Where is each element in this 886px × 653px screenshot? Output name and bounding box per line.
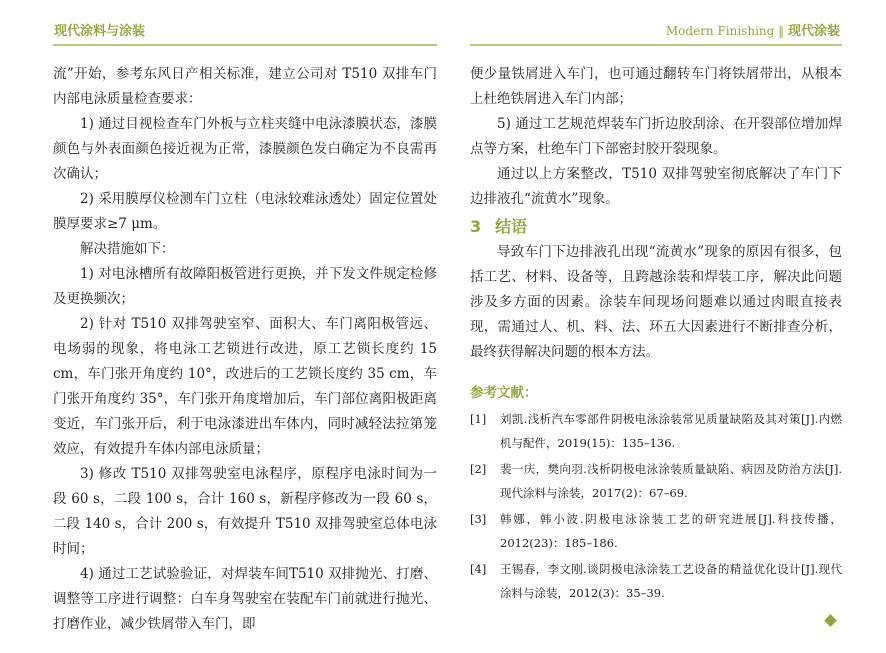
journal-title-right (666, 20, 840, 39)
reference-number: [2] (470, 462, 487, 476)
journal-title-en: Modern Finishing (665, 24, 775, 38)
section-title: 结语 (495, 217, 528, 236)
paragraph: 通过以上方案整改，T510 双排驾驶室彻底解决了车门下边排液孔“流黄水”现象。 (470, 166, 842, 207)
journal-title: 现代涂料与涂装 (54, 24, 146, 39)
reference-text: 王锡春，李文刚.谈阴极电泳涂装工艺设备的精益优化设计[J].现代涂料与涂装，2012(3)：35–39. (500, 562, 842, 600)
end-mark-diamond-icon (824, 614, 837, 627)
paragraph: 5) 通过工艺规范焊装车门折边胶刮涂、在开裂部位增加焊点等方案，杜绝车门下部密封胶开裂现象。 (470, 116, 842, 157)
reference-number: [4] (470, 562, 487, 576)
paragraph: 2) 采用膜厚仪检测车门立柱（电泳较难泳透处）固定位置处膜厚要求≥7 μm。 (53, 191, 437, 232)
reference-item (470, 507, 842, 555)
reference-item (470, 407, 842, 455)
reference-text: 刘凯.浅析汽车零部件阴极电泳涂装常见质量缺陷及其对策[J].内燃机与配件，2019(15)：135–136. (500, 412, 842, 450)
journal-title-cn: 现代涂装 (787, 24, 840, 39)
paragraph: 2) 针对 T510 双排驾驶室窄、面积大、车门离阳极管远、电场弱的现象，将电泳工艺锁进行改进，原工艺锁长度约 15 cm，车门张开角度约 10°，改进后的工艺锁长度约 35 cm，车门张开角度约 35°，车门张开角度增加后，车门部位离阳极距离变近，车门张开后，利于电泳漆进出车体内，同时减轻法拉第笼效应，有效提升车体内部电泳质量； (53, 316, 437, 457)
paragraph: 流”开始，参考东风日产相关标准，建立公司对 T510 双排车门内部电泳质量检查要求： (53, 66, 437, 107)
references-heading: 参考文献： (470, 385, 538, 401)
page-header (0, 0, 886, 44)
reference-item (470, 557, 842, 605)
reference-number: [3] (470, 512, 487, 526)
paragraph: 1) 对电泳槽所有故障阳极管进行更换，并下发文件规定检修及更换频次； (53, 266, 437, 307)
right-column (470, 62, 842, 605)
paragraph: 3) 修改 T510 双排驾驶室电泳程序，原程序电泳时间为一段 60 s，二段 100 s，合计 160 s，新程序修改为一段 60 s，二段 140 s，合计 200 s，有效提升 T510 双排驾驶室总体电泳时间； (53, 466, 437, 557)
header-rule-left (53, 44, 437, 46)
left-column (53, 62, 437, 637)
reference-item (470, 457, 842, 505)
paragraph: 4) 通过工艺试验验证，对焊装车间T510 双排抛光、打磨、调整等工序进行调整：白车身驾驶室在装配车门前就进行抛光、打磨作业，减少铁屑带入车门，即 (53, 566, 437, 632)
conclusion-paragraph: 导致车门下边排液孔出现“流黄水”现象的原因有很多，包括工艺、材料、设备等，且跨越涂装和焊装工序，解决此问题涉及多方面的因素。涂装车间现场问题难以通过肉眼直接表现，需通过人、机、料、法、环五大因素进行不断排查分析，最终获得解决问题的根本方法。 (470, 244, 842, 360)
paragraph: 解决措施如下： (80, 241, 175, 257)
reference-number: [1] (470, 412, 487, 426)
reference-text: 韩娜，韩小波.阴极电泳涂装工艺的研究进展[J].科技传播，2012(23)：185–186. (500, 512, 842, 550)
section-heading (470, 214, 842, 240)
header-rule-right (470, 44, 842, 46)
paragraph: 便少量铁屑进入车门，也可通过翻转车门将铁屑带出，从根本上杜绝铁屑进入车门内部； (470, 66, 842, 107)
paragraph: 1) 通过目视检查车门外板与立柱夹缝中电泳漆膜状态，漆膜颜色与外表面颜色接近视为正常，漆膜颜色发白确定为不良需再次确认； (53, 116, 437, 182)
reference-text: 裴一庆，樊向羽.浅析阴极电泳涂装质量缺陷、病因及防治方法[J].现代涂料与涂装，2017(2)：67–69. (500, 462, 842, 500)
section-number: 3 (470, 217, 482, 236)
title-separator: ‖ (778, 24, 785, 38)
